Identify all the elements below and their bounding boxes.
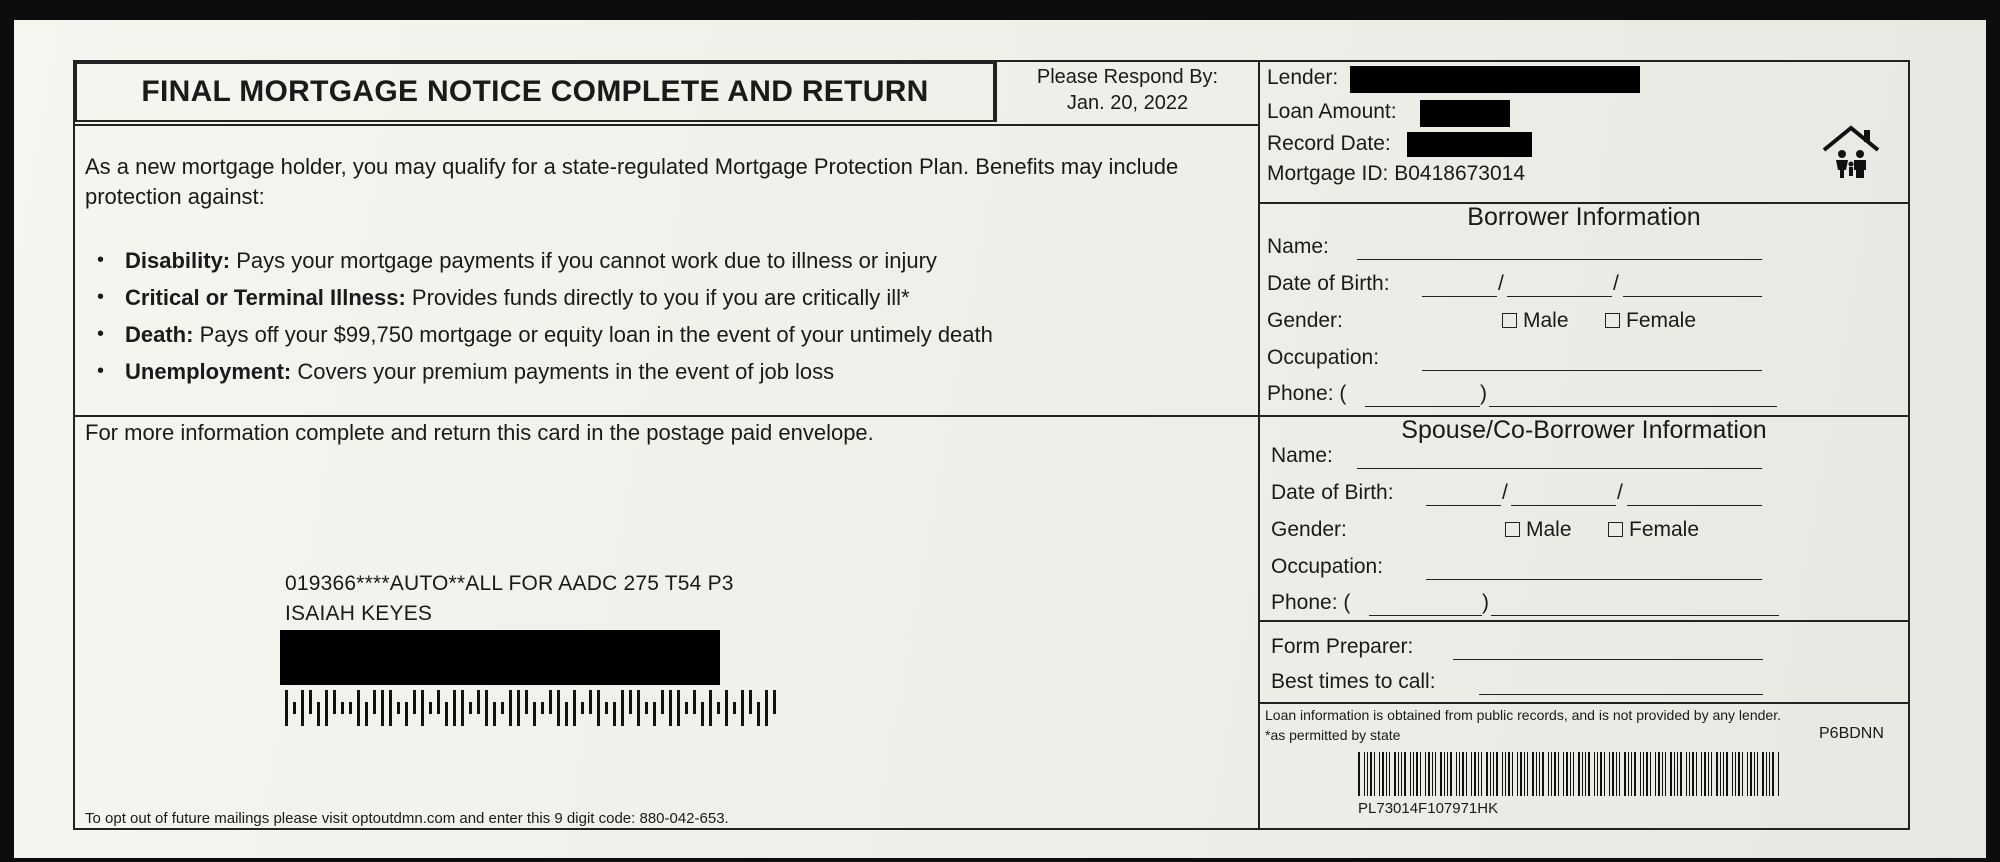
barcode-bar xyxy=(645,702,648,714)
footnote-text: *as permitted by state xyxy=(1265,727,1401,743)
spouse-dob-day-field[interactable] xyxy=(1511,505,1616,506)
barcode-bar xyxy=(1778,752,1779,796)
barcode-bar xyxy=(1604,752,1605,796)
female-label: Female xyxy=(1629,518,1700,541)
barcode-bar xyxy=(421,690,424,726)
barcode-bar xyxy=(685,702,688,714)
barcode-bar xyxy=(1420,752,1421,796)
divider xyxy=(1258,702,1910,704)
barcode-bar xyxy=(677,690,680,726)
barcode-bar xyxy=(493,702,496,726)
benefits-list xyxy=(97,242,1247,390)
barcode-bar xyxy=(661,690,664,714)
borrower-gender-label: Gender: xyxy=(1267,309,1343,332)
barcode-bar xyxy=(1505,752,1506,796)
barcode-bar xyxy=(1398,752,1399,796)
barcode-bar xyxy=(1689,752,1690,796)
barcode-bar xyxy=(1769,752,1770,796)
borrower-name-field[interactable] xyxy=(1357,259,1762,260)
barcode-bar xyxy=(1720,752,1721,796)
divider xyxy=(1258,620,1910,622)
barcode-bar xyxy=(1481,752,1482,796)
barcode-bar xyxy=(285,690,288,726)
barcode-bar xyxy=(309,690,312,714)
barcode-bar xyxy=(357,690,360,726)
barcode-bar xyxy=(1440,752,1442,796)
house-family-icon xyxy=(1820,124,1882,182)
barcode-bar xyxy=(1711,752,1712,796)
barcode-bar xyxy=(1747,752,1748,796)
intro-text: As a new mortgage holder, you may qualify for a state-regulated Mortgage Protection Plan. Benefits may include protection against: xyxy=(85,154,1179,209)
barcode-bar xyxy=(1435,752,1436,796)
barcode-bar xyxy=(1686,752,1687,796)
barcode-bar xyxy=(469,702,472,714)
barcode-bar xyxy=(1628,752,1629,796)
barcode-bar xyxy=(461,690,464,726)
barcode-bar xyxy=(1428,752,1430,796)
barcode-bar xyxy=(717,702,720,714)
date-slash: / xyxy=(1502,481,1508,504)
column-divider xyxy=(1258,62,1260,830)
barcode-bar xyxy=(1674,752,1675,796)
male-checkbox[interactable] xyxy=(1505,522,1520,537)
redacted-address xyxy=(280,630,720,685)
barcode-bar xyxy=(533,702,536,726)
barcode-bar xyxy=(741,690,744,726)
date-slash: / xyxy=(1617,481,1623,504)
redacted-amount xyxy=(1420,100,1510,127)
barcode-bar xyxy=(1382,752,1384,796)
borrower-female-option[interactable] xyxy=(1605,309,1696,333)
borrower-name-label: Name: xyxy=(1267,235,1329,258)
barcode-bar xyxy=(1551,752,1552,796)
barcode-bar xyxy=(1542,752,1544,796)
barcode-bar xyxy=(1459,752,1460,796)
respond-by xyxy=(1000,62,1255,124)
barcode-bar xyxy=(1364,752,1365,796)
barcode-bar xyxy=(1754,752,1755,796)
barcode-bar xyxy=(1696,752,1697,796)
barcode-bar xyxy=(381,690,384,726)
barcode-bar xyxy=(557,690,560,726)
barcode-bar xyxy=(1655,752,1656,796)
barcode-bar xyxy=(1444,752,1445,796)
barcode-bar xyxy=(1520,752,1522,796)
list-item xyxy=(97,353,1247,390)
barcode-bar xyxy=(1432,752,1433,796)
borrower-phone-number-field[interactable] xyxy=(1489,406,1777,407)
spouse-occupation-field[interactable] xyxy=(1426,579,1762,580)
male-label: Male xyxy=(1526,518,1572,541)
barcode-bar xyxy=(1643,752,1644,796)
barcode-bar xyxy=(1701,752,1702,796)
postal-barcode xyxy=(285,690,776,726)
barcode-bar xyxy=(1379,752,1380,796)
spouse-dob-year-field[interactable] xyxy=(1627,505,1762,506)
barcode-bar xyxy=(397,702,400,714)
benefit-desc: Covers your premium payments in the event of job loss xyxy=(291,359,835,384)
barcode-bar xyxy=(1723,752,1724,796)
form-preparer-field[interactable] xyxy=(1453,659,1763,660)
barcode-bar xyxy=(1401,752,1402,796)
phone-paren: ) xyxy=(1482,591,1489,614)
barcode-bar xyxy=(373,690,376,714)
barcode-bar xyxy=(293,702,296,714)
barcode-bar xyxy=(1462,752,1464,796)
disclaimer-text: Loan information is obtained from public records, and is not provided by any lender. xyxy=(1265,707,1781,723)
male-label: Male xyxy=(1523,309,1569,332)
benefit-term: Disability: xyxy=(125,248,231,273)
barcode-bar xyxy=(1573,752,1574,796)
barcode-bar xyxy=(1508,752,1510,796)
lender-label: Lender: xyxy=(1267,66,1339,89)
borrower-occupation-field[interactable] xyxy=(1422,370,1762,371)
spouse-dob-label: Date of Birth: xyxy=(1271,481,1394,504)
benefit-term: Death: xyxy=(125,322,194,347)
barcode-bar xyxy=(1732,752,1733,796)
barcode-bar xyxy=(541,702,544,714)
barcode-bar xyxy=(1548,752,1549,796)
borrower-dob-day-field[interactable] xyxy=(1507,296,1612,297)
barcode-bar xyxy=(1416,752,1418,796)
barcode-bar xyxy=(485,690,488,726)
barcode-bar xyxy=(1612,752,1614,796)
best-times-field[interactable] xyxy=(1479,694,1763,695)
tracking-barcode xyxy=(1358,752,1779,796)
spouse-phone-label: Phone: ( xyxy=(1271,591,1351,614)
barcode-bar xyxy=(1766,752,1767,796)
barcode-bar xyxy=(1570,752,1571,796)
barcode-bar xyxy=(1474,752,1476,796)
barcode-bar xyxy=(405,702,408,726)
date-slash: / xyxy=(1613,272,1619,295)
barcode-bar xyxy=(429,702,432,714)
loan-amount-label: Loan Amount: xyxy=(1267,100,1397,123)
spouse-phone-area-field[interactable] xyxy=(1369,615,1482,616)
barcode-bar xyxy=(1532,752,1534,796)
barcode-bar xyxy=(581,702,584,714)
date-slash: / xyxy=(1498,272,1504,295)
barcode-bar xyxy=(1558,752,1559,796)
barcode-bar xyxy=(1662,752,1663,796)
barcode-bar xyxy=(1386,752,1387,796)
barcode-bar xyxy=(669,690,672,726)
barcode-bar xyxy=(1585,752,1586,796)
barcode-bar xyxy=(1757,752,1758,796)
barcode-bar xyxy=(1708,752,1709,796)
barcode-bar xyxy=(1600,752,1602,796)
barcode-bar xyxy=(1665,752,1666,796)
barcode-bar xyxy=(1634,752,1636,796)
barcode-bar xyxy=(1692,752,1694,796)
list-item xyxy=(97,242,1247,279)
borrower-occupation-label: Occupation: xyxy=(1267,346,1380,369)
barcode-bar xyxy=(1447,752,1448,796)
spouse-heading: Spouse/Co-Borrower Information xyxy=(1401,416,1767,444)
barcode-bar xyxy=(1631,752,1632,796)
respond-by-date: Jan. 20, 2022 xyxy=(1066,92,1189,114)
divider xyxy=(75,124,1258,126)
benefit-term: Unemployment: xyxy=(125,359,292,384)
barcode-bar xyxy=(517,690,520,726)
benefit-desc: Pays your mortgage payments if you cannot work due to illness or injury xyxy=(230,248,937,273)
spouse-name-field[interactable] xyxy=(1357,468,1762,469)
barcode-bar xyxy=(589,690,592,714)
redacted-record-date xyxy=(1407,132,1532,157)
barcode-bar xyxy=(501,702,504,714)
barcode-bar xyxy=(509,690,512,726)
borrower-male-option[interactable] xyxy=(1502,309,1569,333)
barcode-bar xyxy=(1609,752,1610,796)
barcode-bar xyxy=(1527,752,1528,796)
barcode-bar xyxy=(1367,752,1368,796)
barcode-bar xyxy=(1597,752,1598,796)
barcode-bar xyxy=(1726,752,1728,796)
barcode-bar xyxy=(1616,752,1617,796)
barcode-bar xyxy=(1762,752,1764,796)
barcode-bar xyxy=(1496,752,1498,796)
barcode-bar xyxy=(1619,752,1620,796)
optout-text: To opt out of future mailings please visit optoutdmn.com and enter this 9 digit code: 880-042-653. xyxy=(85,810,729,827)
form-preparer-label: Form Preparer: xyxy=(1271,635,1414,658)
barcode-bar xyxy=(1394,752,1396,796)
barcode-bar xyxy=(1466,752,1467,796)
barcode-bar xyxy=(1670,752,1672,796)
barcode-bar xyxy=(565,702,568,726)
borrower-phone-area-field[interactable] xyxy=(1365,406,1480,407)
benefit-desc: Provides funds directly to you if you are critically ill* xyxy=(405,285,910,310)
barcode-bar xyxy=(1704,752,1706,796)
address-line-1: 019366****AUTO**ALL FOR AADC 275 T54 P3 xyxy=(285,572,734,595)
notice-title: FINAL MORTGAGE NOTICE COMPLETE AND RETURN xyxy=(141,75,929,108)
benefit-term: Critical or Terminal Illness: xyxy=(125,285,406,310)
barcode-bar xyxy=(1478,752,1479,796)
barcode-bar xyxy=(637,690,640,726)
redacted-lender xyxy=(1350,66,1640,93)
divider xyxy=(995,62,997,122)
spouse-dob-month-field[interactable] xyxy=(1426,505,1501,506)
barcode-bar xyxy=(1680,752,1682,796)
barcode-bar xyxy=(629,690,632,714)
respond-by-label: Please Respond By: xyxy=(1036,66,1219,88)
spouse-name-label: Name: xyxy=(1271,444,1333,467)
barcode-bar xyxy=(1536,752,1537,796)
barcode-bar xyxy=(1646,752,1648,796)
more-info-text: For more information complete and return this card in the postage paid envelope. xyxy=(85,420,874,445)
barcode-bar xyxy=(1735,752,1736,796)
barcode-bar xyxy=(477,690,480,714)
female-checkbox[interactable] xyxy=(1605,313,1620,328)
barcode-bar xyxy=(757,702,760,726)
barcode-bar xyxy=(1624,752,1626,796)
barcode-bar xyxy=(365,702,368,726)
barcode-bar xyxy=(1554,752,1556,796)
barcode-bar xyxy=(445,702,448,726)
barcode-bar xyxy=(1677,752,1678,796)
barcode-bar xyxy=(1404,752,1406,796)
record-date-label: Record Date: xyxy=(1267,132,1391,155)
barcode-bar xyxy=(413,690,416,714)
barcode-bar xyxy=(333,690,336,714)
barcode-bar xyxy=(1582,752,1583,796)
barcode-bar xyxy=(1425,752,1426,796)
address-line-2: ISAIAH KEYES xyxy=(285,602,433,625)
barcode-bar xyxy=(1456,752,1457,796)
borrower-dob-month-field[interactable] xyxy=(1422,296,1497,297)
barcode-bar xyxy=(1566,752,1568,796)
barcode-bar xyxy=(1450,752,1452,796)
spouse-female-option[interactable] xyxy=(1608,518,1699,542)
barcode-bar xyxy=(453,690,456,726)
barcode-bar xyxy=(1490,752,1491,796)
barcode-bar xyxy=(749,690,752,714)
list-item xyxy=(97,316,1247,353)
barcode-bar xyxy=(1563,752,1564,796)
barcode-bar xyxy=(1370,752,1372,796)
borrower-heading: Borrower Information xyxy=(1467,203,1701,231)
male-checkbox[interactable] xyxy=(1502,313,1517,328)
barcode-bar xyxy=(1512,752,1513,796)
barcode-bar xyxy=(1374,752,1375,796)
barcode-bar xyxy=(1594,752,1595,796)
benefit-desc: Pays off your $99,750 mortgage or equity loan in the event of your untimely death xyxy=(193,322,993,347)
barcode-bar xyxy=(1502,752,1503,796)
barcode-bar xyxy=(301,690,304,726)
barcode-bar xyxy=(693,690,696,714)
female-checkbox[interactable] xyxy=(1608,522,1623,537)
barcode-bar xyxy=(1493,752,1494,796)
barcode-bar xyxy=(725,690,728,726)
barcode-bar xyxy=(773,690,776,714)
spouse-gender-label: Gender: xyxy=(1271,518,1347,541)
borrower-dob-label: Date of Birth: xyxy=(1267,272,1390,295)
barcode-bar xyxy=(325,690,328,726)
barcode-text: PL73014F107971HK xyxy=(1358,800,1499,817)
barcode-bar xyxy=(1742,752,1743,796)
spouse-phone-number-field[interactable] xyxy=(1491,615,1779,616)
best-times-label: Best times to call: xyxy=(1271,670,1436,693)
barcode-bar xyxy=(605,702,608,714)
barcode-bar xyxy=(1750,752,1752,796)
barcode-bar xyxy=(1772,752,1774,796)
barcode-bar xyxy=(597,690,600,726)
borrower-phone-label: Phone: ( xyxy=(1267,382,1347,405)
barcode-bar xyxy=(1410,752,1411,796)
barcode-bar xyxy=(525,690,528,714)
tracking-code: P6BDNN xyxy=(1819,725,1884,742)
barcode-bar xyxy=(1539,752,1540,796)
barcode-bar xyxy=(341,702,344,714)
barcode-bar xyxy=(765,690,768,726)
barcode-bar xyxy=(653,702,656,726)
barcode-bar xyxy=(621,690,624,726)
mortgage-id: Mortgage ID: B0418673014 xyxy=(1267,162,1526,185)
barcode-bar xyxy=(733,702,736,714)
borrower-dob-year-field[interactable] xyxy=(1623,296,1762,297)
barcode-bar xyxy=(573,690,576,726)
mortgage-notice-card xyxy=(73,60,1910,830)
barcode-bar xyxy=(1716,752,1718,796)
barcode-bar xyxy=(1486,752,1488,796)
barcode-bar xyxy=(1524,752,1525,796)
barcode-bar xyxy=(1650,752,1651,796)
barcode-bar xyxy=(1588,752,1590,796)
barcode-bar xyxy=(701,702,704,726)
barcode-bar xyxy=(613,702,616,726)
barcode-bar xyxy=(1738,752,1740,796)
barcode-bar xyxy=(1578,752,1580,796)
barcode-bar xyxy=(1358,752,1360,796)
barcode-bar xyxy=(1658,752,1660,796)
spouse-occupation-label: Occupation: xyxy=(1271,555,1384,578)
barcode-bar xyxy=(317,702,320,726)
female-label: Female xyxy=(1626,309,1697,332)
barcode-bar xyxy=(709,690,712,726)
barcode-bar xyxy=(1413,752,1414,796)
barcode-bar xyxy=(1640,752,1641,796)
phone-paren: ) xyxy=(1480,382,1487,405)
barcode-bar xyxy=(349,702,352,714)
barcode-bar xyxy=(1471,752,1472,796)
barcode-bar xyxy=(549,690,552,714)
barcode-bar xyxy=(1389,752,1390,796)
list-item xyxy=(97,279,1247,316)
barcode-bar xyxy=(1517,752,1518,796)
spouse-male-option[interactable] xyxy=(1505,518,1572,542)
barcode-bar xyxy=(389,690,392,726)
barcode-bar xyxy=(437,690,440,714)
